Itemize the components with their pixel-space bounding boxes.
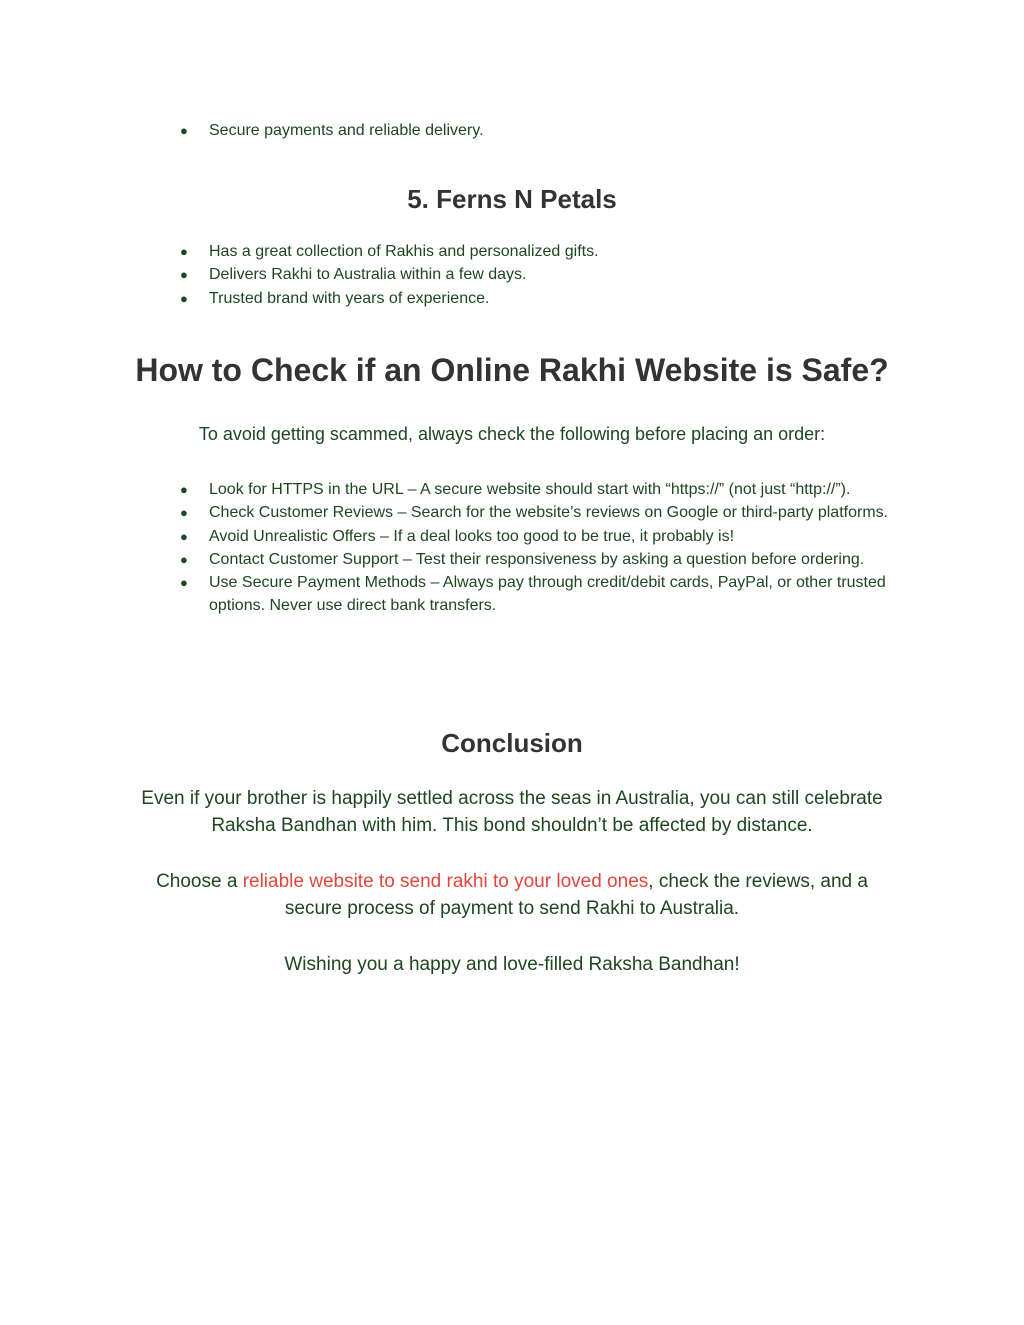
ferns-n-petals-bullet-list — [180, 240, 900, 310]
bullet-icon: ● — [180, 482, 188, 497]
safety-bullet-list — [180, 478, 900, 618]
list-item: ● Trusted brand with years of experience. — [180, 287, 900, 310]
bullet-icon: ● — [180, 505, 188, 521]
list-item: ● Secure payments and reliable delivery. — [180, 119, 900, 142]
section-heading-ferns-n-petals: 5. Ferns N Petals — [407, 184, 617, 214]
bullet-icon: ● — [180, 290, 188, 306]
conclusion-paragraph-3: Wishing you a happy and love-filled Raksha Bandhan! — [284, 954, 740, 975]
conclusion-paragraph-2: Choose a reliable website to send rakhi to your loved ones, check the reviews, and a secure process of payment to send Rakhi to Australia. — [156, 871, 868, 919]
section-heading-website-safety: How to Check if an Online Rakhi Website is Safe? — [135, 352, 889, 388]
list-item: ● Contact Customer Support – Test their responsiveness by asking a question before ordering. — [180, 548, 900, 571]
list-item: ● Has a great collection of Rakhis and personalized gifts. — [180, 240, 900, 263]
list-item: ● Check Customer Reviews – Search for the website’s reviews on Google or third-party platforms. — [180, 501, 900, 524]
list-item: ● Look for HTTPS in the URL – A secure website should start with “https://” (not just “http://”). — [180, 478, 900, 501]
bullet-icon: ● — [180, 267, 188, 283]
top-bullet-list — [180, 119, 900, 142]
safety-intro-paragraph: To avoid getting scammed, always check the following before placing an order: — [198, 424, 826, 444]
bullet-icon: ● — [180, 551, 188, 567]
bullet-icon: ● — [180, 244, 188, 259]
bullet-icon: ● — [180, 123, 188, 138]
list-item: ● Avoid Unrealistic Offers – If a deal looks too good to be true, it probably is! — [180, 525, 900, 548]
bullet-icon: ● — [180, 575, 188, 591]
section-heading-conclusion: Conclusion — [441, 728, 583, 758]
send-rakhi-link[interactable]: reliable website to send rakhi to your loved ones — [242, 871, 649, 892]
list-item: ● Delivers Rakhi to Australia within a few days. — [180, 263, 900, 286]
list-item: ● Use Secure Payment Methods – Always pay through credit/debit cards, PayPal, or other trusted options. Never use direct bank transfers. — [180, 571, 900, 618]
conclusion-paragraph-1: Even if your brother is happily settled across the seas in Australia, you can still celebrate Raksha Bandhan with him. This bond shouldn’t be affected by distance. — [141, 788, 883, 836]
bullet-icon: ● — [180, 528, 188, 544]
